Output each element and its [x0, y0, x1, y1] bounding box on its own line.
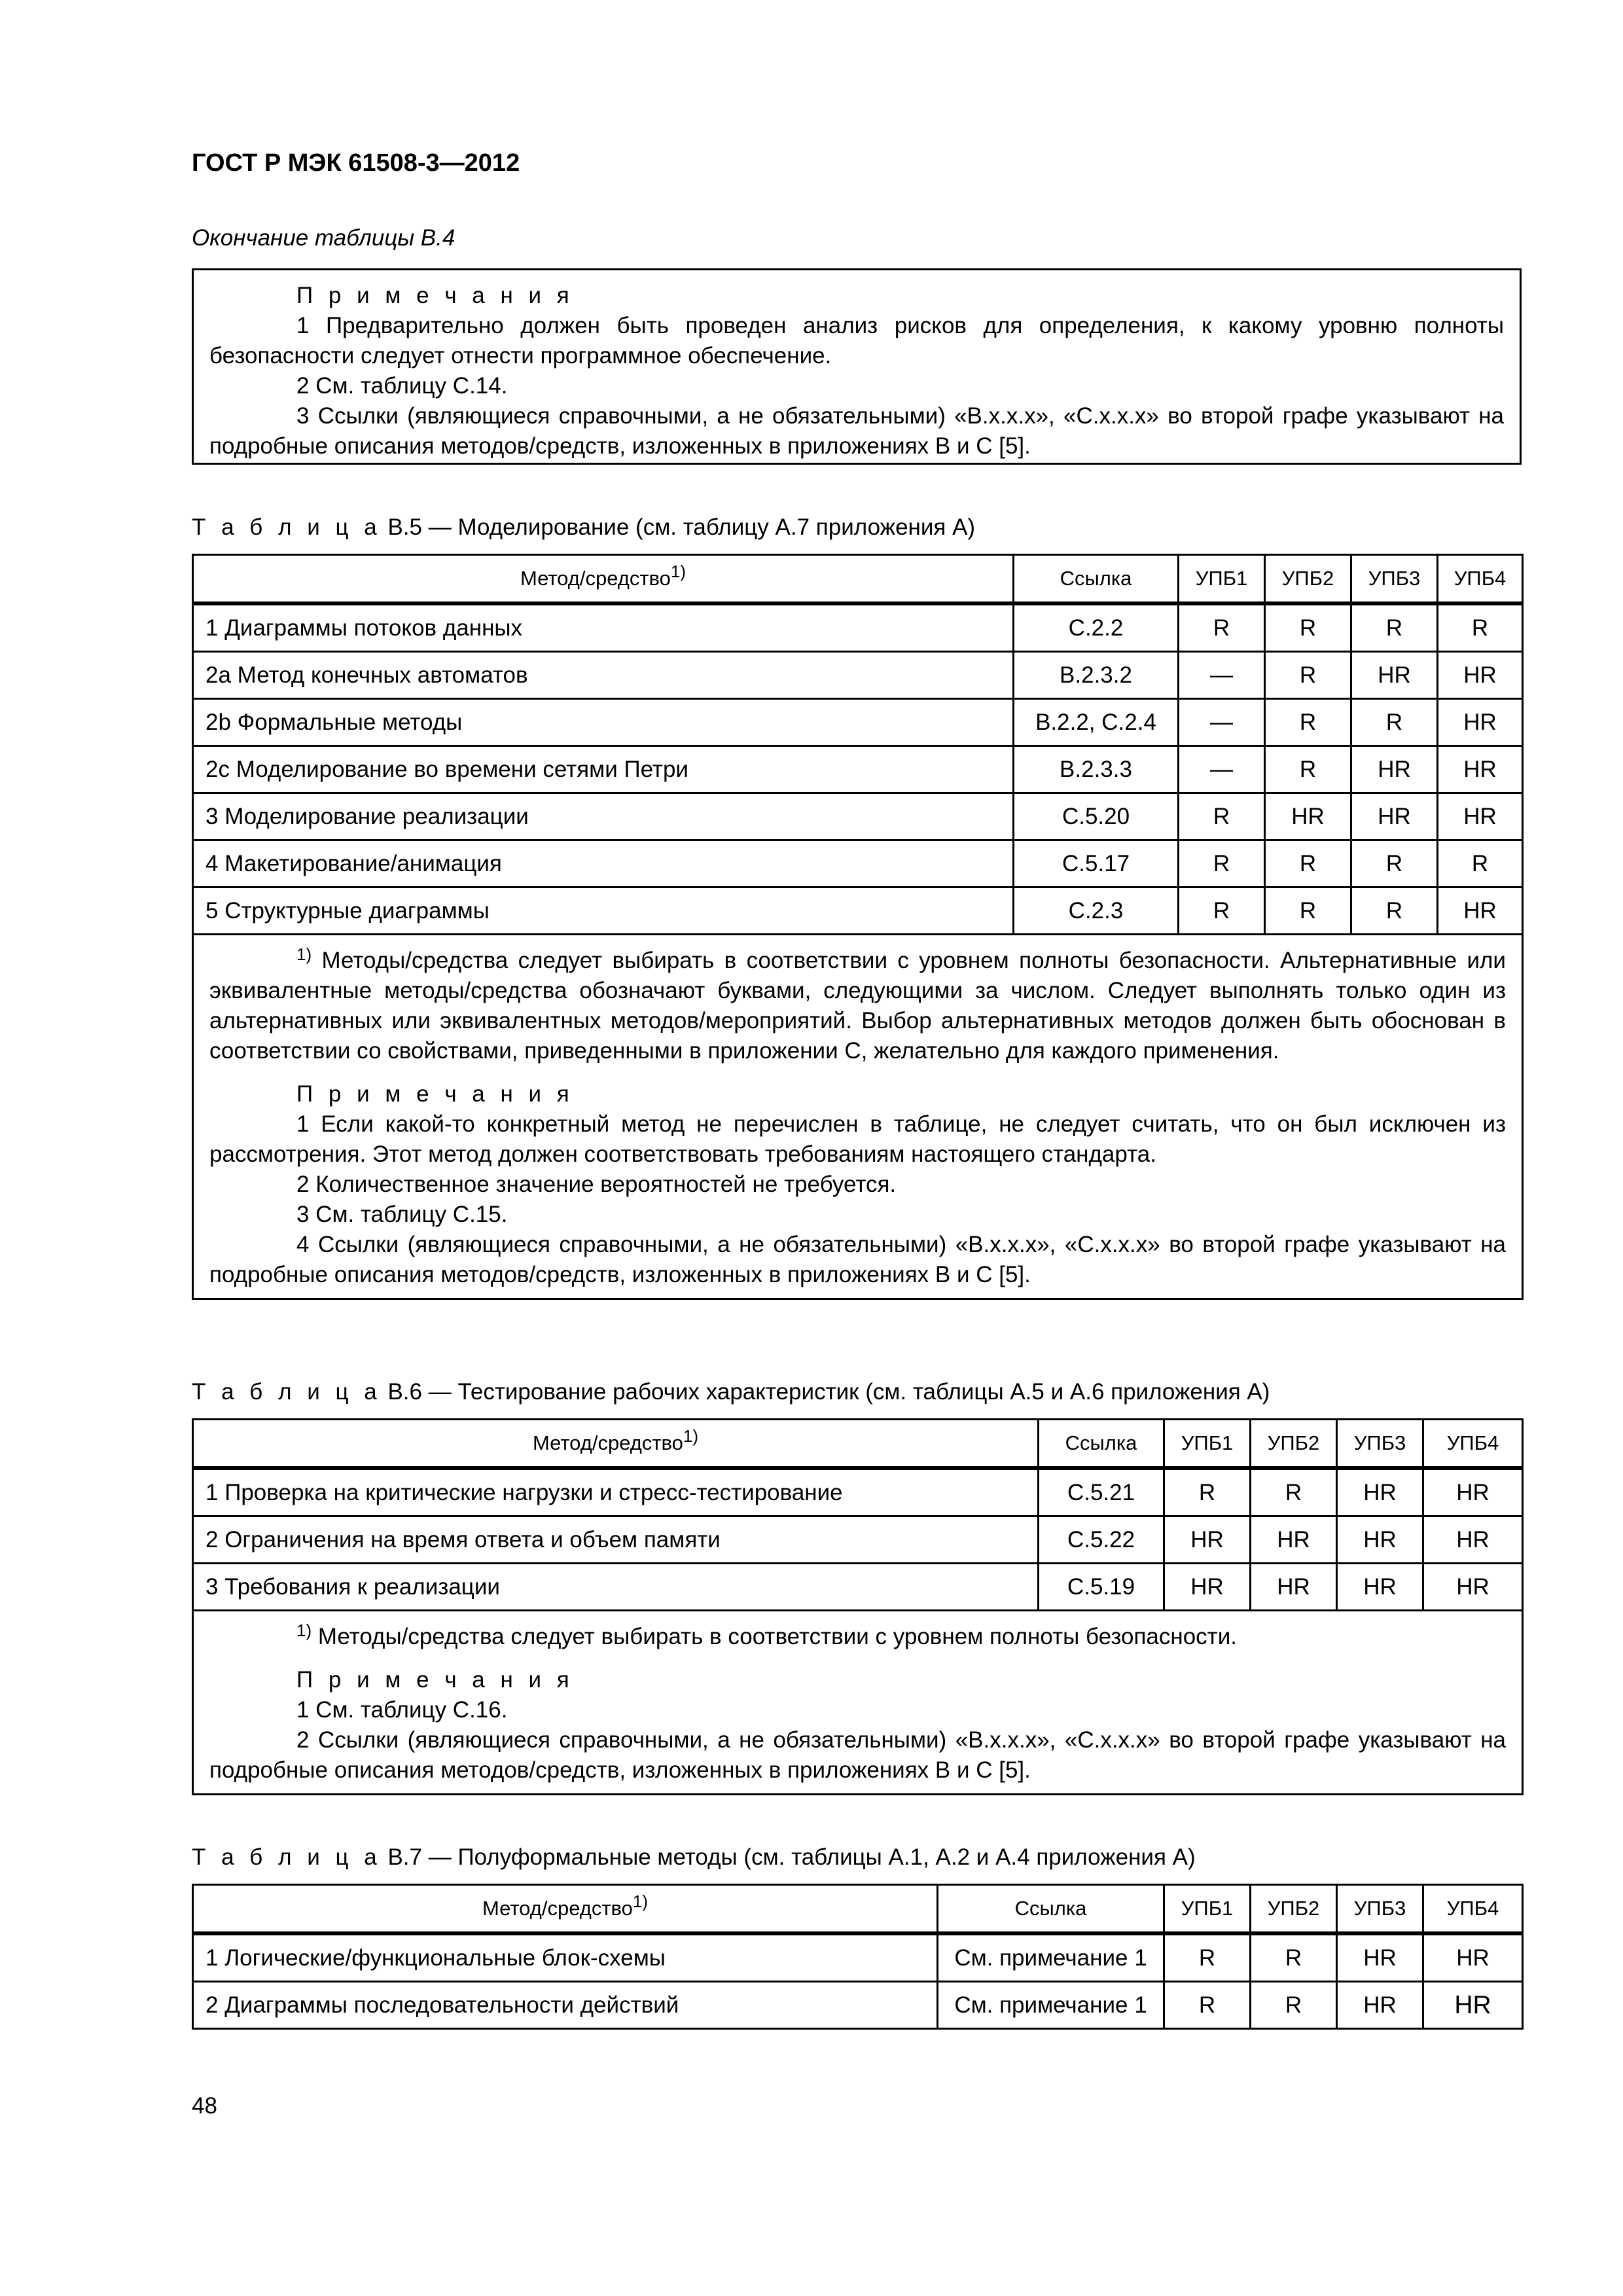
sil3-cell: HR	[1351, 652, 1438, 699]
notes-heading: П р и м е ч а н и я	[296, 283, 574, 308]
table-row	[193, 840, 1523, 888]
table-row	[193, 1468, 1523, 1516]
column-header-sil1: УПБ1	[1179, 555, 1265, 604]
reference-cell: См. примечание 1	[938, 1933, 1164, 1982]
note-1: 1 См. таблицу С.16.	[296, 1697, 508, 1723]
note-4: 4 Ссылки (являющиеся справочными, а не обязательными) «В.х.х.х», «С.х.х.х» во второй графе указывают на подробные описания методов/средств, изложенных в приложениях В и С [5].	[209, 1232, 1506, 1287]
method-cell: 5 Структурные диаграммы	[193, 888, 1014, 935]
column-header-sil3: УПБ3	[1337, 1885, 1423, 1934]
sil2-cell: HR	[1251, 1564, 1337, 1611]
sil2-cell: R	[1265, 652, 1351, 699]
reference-cell: С.5.20	[1014, 793, 1179, 840]
sil1-cell: R	[1164, 1933, 1251, 1982]
note-1: 1 Предварительно должен быть проведен анализ рисков для определения, к какому уровню полноты безопасности следует отнести программное обеспечение.	[209, 313, 1504, 368]
reference-cell: С.5.19	[1039, 1564, 1164, 1611]
table-row	[193, 1982, 1523, 2029]
method-cell: 3 Требования к реализации	[193, 1564, 1039, 1611]
method-cell: 3 Моделирование реализации	[193, 793, 1014, 840]
sil3-cell: HR	[1337, 1468, 1423, 1516]
note-2: 2 Количественное значение вероятностей не требуется.	[296, 1172, 897, 1197]
sil3-cell: HR	[1351, 793, 1438, 840]
column-header-sil2: УПБ2	[1251, 1885, 1337, 1934]
sil1-cell: R	[1179, 840, 1265, 888]
footnote: $^{1)}$ Методы/средства следует выбирать в соответствии с уровнем полноты безопасности.	[296, 1621, 1237, 1649]
table-row	[193, 1564, 1523, 1611]
sil4-cell: HR	[1423, 1564, 1523, 1611]
note-3: 3 См. таблицу С.15.	[296, 1202, 508, 1227]
table-row	[193, 603, 1523, 652]
note-2: 2 См. таблицу С.14.	[296, 373, 508, 399]
method-cell: 1 Проверка на критические нагрузки и стресс-тестирование	[193, 1468, 1039, 1516]
reference-cell: С.5.22	[1039, 1516, 1164, 1564]
sil3-cell: R	[1351, 603, 1438, 652]
sil2-cell: R	[1265, 746, 1351, 793]
sil4-cell: HR	[1423, 1516, 1523, 1564]
notes-heading: П р и м е ч а н и я	[296, 1667, 574, 1693]
sil3-cell: HR	[1337, 1933, 1423, 1982]
table-b6	[192, 1418, 1524, 1795]
sil2-cell: R	[1265, 888, 1351, 935]
sil2-cell: R	[1251, 1933, 1337, 1982]
reference-cell: С.2.2	[1014, 603, 1179, 652]
method-cell: 2с Моделирование во времени сетями Петри	[193, 746, 1014, 793]
sil4-cell: HR	[1438, 793, 1523, 840]
sil1-cell: HR	[1164, 1516, 1251, 1564]
column-header-method: Метод/средство$^{1)}$	[193, 555, 1014, 604]
sil4-cell: HR	[1438, 699, 1523, 746]
table-row	[193, 652, 1523, 699]
sil3-cell: HR	[1337, 1982, 1423, 2029]
reference-cell: В.2.3.3	[1014, 746, 1179, 793]
column-header-sil3: УПБ3	[1351, 555, 1438, 604]
sil3-cell: R	[1351, 840, 1438, 888]
table-row	[193, 793, 1523, 840]
sil4-cell: HR	[1438, 746, 1523, 793]
column-header-sil4: УПБ4	[1438, 555, 1523, 604]
reference-cell: С.5.21	[1039, 1468, 1164, 1516]
sil1-cell: R	[1164, 1468, 1251, 1516]
table-row	[193, 1516, 1523, 1564]
table-b5-footnotes	[193, 935, 1523, 1299]
sil2-cell: HR	[1251, 1516, 1337, 1564]
column-header-method: Метод/средство$^{1)}$	[193, 1885, 938, 1934]
column-header-sil4: УПБ4	[1423, 1885, 1523, 1934]
note-3: 3 Ссылки (являющиеся справочными, а не обязательными) «В.х.х.х», «С.х.х.х» во второй графе указывают на подробные описания методов/средств, изложенных в приложениях В и С [5].	[209, 403, 1504, 459]
table-row	[193, 699, 1523, 746]
sil3-cell: R	[1351, 699, 1438, 746]
footnote: $^{1)}$ Методы/средства следует выбирать в соответствии с уровнем полноты безопасности. Альтернативные или эквивалентные методы/средства обозначают буквами, следующими за числом. Следует выполнять только один из альтернативных или эквивалентных методов/мероприятий. Выбор альтернативных методов должен быть обоснован в соответствии со свойствами, приведенными в приложении С, желательно для каждого применения.	[209, 944, 1506, 1064]
sil3-cell: HR	[1351, 746, 1438, 793]
sil4-cell: R	[1438, 840, 1523, 888]
table-b4-notes	[192, 268, 1522, 465]
document-header: ГОСТ Р МЭК 61508-3—2012	[192, 149, 520, 177]
sil2-cell: R	[1265, 699, 1351, 746]
reference-cell: См. примечание 1	[938, 1982, 1164, 2029]
table-b6-footnotes	[193, 1611, 1523, 1795]
table-b5	[192, 554, 1524, 1300]
sil3-cell: R	[1351, 888, 1438, 935]
sil4-cell: HR	[1423, 1933, 1523, 1982]
reference-cell: С.2.3	[1014, 888, 1179, 935]
column-header-sil2: УПБ2	[1251, 1420, 1337, 1469]
sil1-cell: —	[1179, 652, 1265, 699]
sil4-cell: HR	[1423, 1982, 1523, 2029]
table-continuation-label: Окончание таблицы В.4	[192, 225, 455, 251]
method-cell: 1 Диаграммы потоков данных	[193, 603, 1014, 652]
sil1-cell: —	[1179, 699, 1265, 746]
sil1-cell: R	[1164, 1982, 1251, 2029]
column-header-sil3: УПБ3	[1337, 1420, 1423, 1469]
method-cell: 2b Формальные методы	[193, 699, 1014, 746]
table-b5-caption: Т а б л и ц а В.5 — Моделирование (см. таблицу А.7 приложения А)	[192, 514, 976, 540]
sil2-cell: R	[1251, 1982, 1337, 2029]
sil1-cell: R	[1179, 603, 1265, 652]
reference-cell: С.5.17	[1014, 840, 1179, 888]
reference-cell: В.2.3.2	[1014, 652, 1179, 699]
table-row	[193, 746, 1523, 793]
reference-cell: В.2.2, С.2.4	[1014, 699, 1179, 746]
sil2-cell: R	[1251, 1468, 1337, 1516]
sil4-cell: HR	[1438, 888, 1523, 935]
method-cell: 2 Диаграммы последовательности действий	[193, 1982, 938, 2029]
sil2-cell: R	[1265, 840, 1351, 888]
sil3-cell: HR	[1337, 1516, 1423, 1564]
sil1-cell: HR	[1164, 1564, 1251, 1611]
sil2-cell: HR	[1265, 793, 1351, 840]
column-header-sil2: УПБ2	[1265, 555, 1351, 604]
column-header-sil1: УПБ1	[1164, 1420, 1251, 1469]
method-cell: 2а Метод конечных автоматов	[193, 652, 1014, 699]
sil1-cell: —	[1179, 746, 1265, 793]
column-header-reference: Ссылка	[1039, 1420, 1164, 1469]
method-cell: 2 Ограничения на время ответа и объем памяти	[193, 1516, 1039, 1564]
column-header-reference: Ссылка	[938, 1885, 1164, 1934]
table-row	[193, 1933, 1523, 1982]
sil2-cell: R	[1265, 603, 1351, 652]
sil4-cell: R	[1438, 603, 1523, 652]
method-cell: 1 Логические/функциональные блок-схемы	[193, 1933, 938, 1982]
note-1: 1 Если какой-то конкретный метод не перечислен в таблице, не следует считать, что он был исключен из рассмотрения. Этот метод должен соответствовать требованиям настоящего стандарта.	[209, 1111, 1506, 1167]
note-2: 2 Ссылки (являющиеся справочными, а не обязательными) «В.х.х.х», «С.х.х.х» во второй графе указывают на подробные описания методов/средств, изложенных в приложениях В и С [5].	[209, 1727, 1506, 1783]
table-row	[193, 888, 1523, 935]
page-number: 48	[192, 2093, 217, 2119]
column-header-method: Метод/средство$^{1)}$	[193, 1420, 1039, 1469]
sil4-cell: HR	[1423, 1468, 1523, 1516]
sil4-cell: HR	[1438, 652, 1523, 699]
sil3-cell: HR	[1337, 1564, 1423, 1611]
column-header-sil4: УПБ4	[1423, 1420, 1523, 1469]
sil1-cell: R	[1179, 888, 1265, 935]
table-b6-caption: Т а б л и ц а В.6 — Тестирование рабочих характеристик (см. таблицы А.5 и А.6 приложения А)	[192, 1379, 1270, 1405]
table-b7-caption: Т а б л и ц а В.7 — Полуформальные методы (см. таблицы А.1, А.2 и А.4 приложения А)	[192, 1844, 1196, 1870]
table-b7	[192, 1884, 1524, 2030]
column-header-sil1: УПБ1	[1164, 1885, 1251, 1934]
column-header-reference: Ссылка	[1014, 555, 1179, 604]
notes-heading: П р и м е ч а н и я	[296, 1081, 574, 1107]
sil1-cell: R	[1179, 793, 1265, 840]
method-cell: 4 Макетирование/анимация	[193, 840, 1014, 888]
